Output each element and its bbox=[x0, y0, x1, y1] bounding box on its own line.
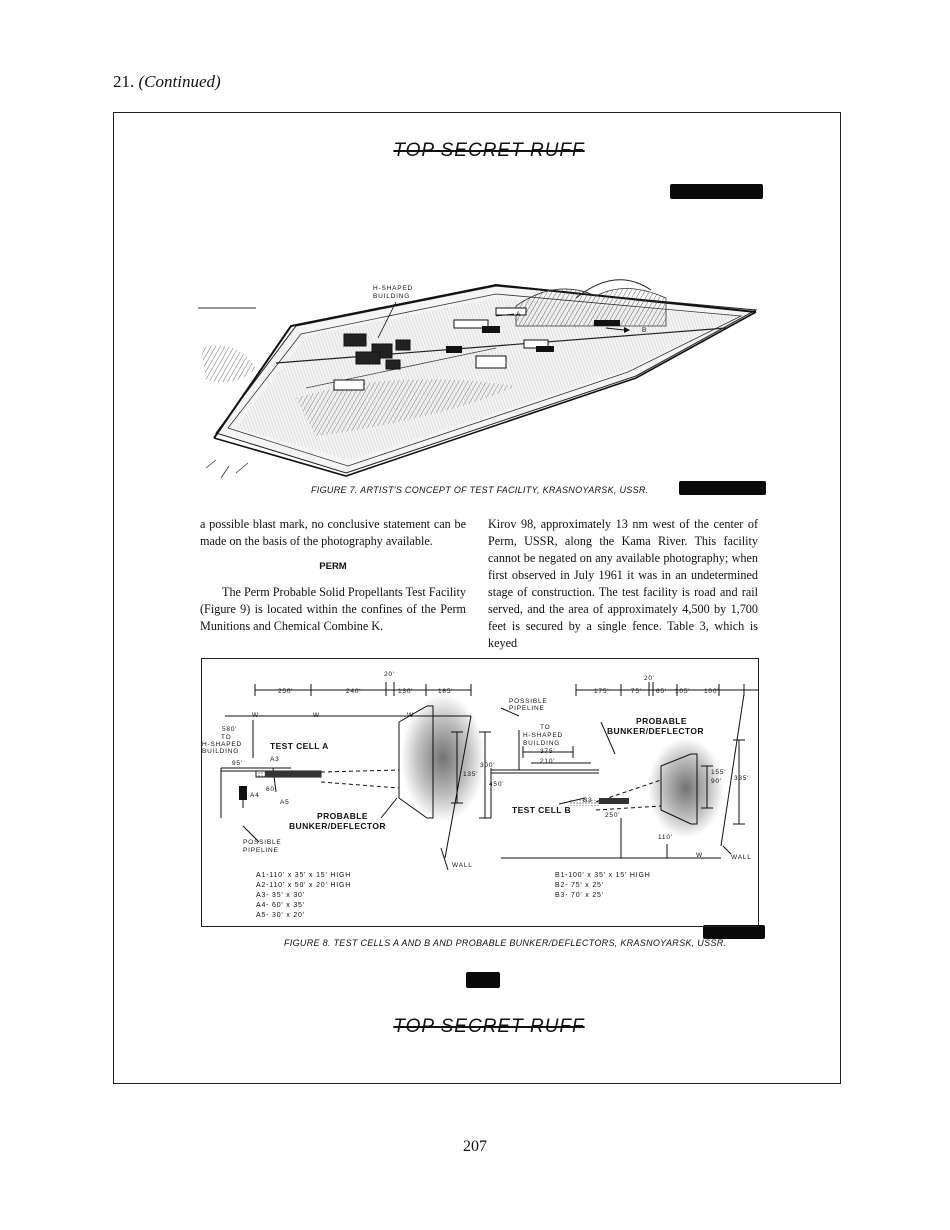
fig8-right-w: W bbox=[696, 852, 703, 859]
fig8-left-dim-130: 130' bbox=[398, 688, 414, 695]
legend-b2: B2- 75' x 25' bbox=[555, 882, 604, 889]
fig8-left-dim-580: 580' bbox=[222, 726, 238, 733]
legend-a5: A5- 30' x 20' bbox=[256, 912, 305, 919]
section-number: 21. bbox=[113, 72, 135, 91]
fig8-b3: B3 bbox=[583, 797, 593, 804]
figure7-label-b: B bbox=[642, 327, 648, 334]
fig8-right-to: TO bbox=[540, 724, 551, 731]
subheading-perm: PERM bbox=[319, 561, 347, 572]
figure8-caption: FIGURE 8. TEST CELLS A AND B AND PROBABLE BUNKER/DEFLECTORS, KRASNOYARSK, USSR. bbox=[284, 938, 727, 948]
fig8-right-h-shaped: H-SHAPED bbox=[523, 732, 563, 739]
fig8-right-dim-110: 110' bbox=[658, 834, 673, 841]
fig8-left-probable: PROBABLE bbox=[317, 811, 368, 821]
fig8-left-building: BUILDING bbox=[202, 748, 240, 755]
section-heading bbox=[113, 72, 221, 92]
figure7-h-line1: H-SHAPED bbox=[373, 285, 413, 292]
fig8-left-dim-250: 250' bbox=[278, 688, 294, 695]
figure7-label-a: A bbox=[516, 311, 522, 318]
fig8-right-dim-250: 250' bbox=[605, 812, 621, 819]
fig8-dim-450: 450' bbox=[489, 781, 505, 788]
legend-b3: B3- 70' x 25' bbox=[555, 892, 604, 899]
fig8-right-dim-375: 375' bbox=[540, 748, 556, 755]
fig8-a3: A3 bbox=[270, 756, 280, 763]
fig8-left-w-1: W bbox=[252, 712, 259, 719]
fig8-dim-60: 60' bbox=[266, 786, 277, 793]
fig8-legend-left bbox=[256, 871, 351, 921]
legend-a2: A2-110' x 50' x 20' HIGH bbox=[256, 882, 352, 889]
fig8-a4: A4 bbox=[250, 792, 260, 799]
fig8-right-probable: PROBABLE bbox=[636, 716, 687, 726]
text-column-left bbox=[200, 516, 466, 635]
fig8-test-cell-b: TEST CELL B bbox=[512, 805, 572, 815]
fig8-left-wall: WALL bbox=[452, 862, 473, 869]
classification-top: TOP SECRET RUFF bbox=[393, 140, 585, 161]
redaction-block-3 bbox=[703, 925, 765, 939]
fig8-left-possible: POSSIBLE bbox=[243, 839, 282, 846]
legend-a4: A4- 60' x 35' bbox=[256, 902, 305, 909]
figure7-h-line2: BUILDING bbox=[373, 293, 411, 300]
figure7-illustration bbox=[196, 268, 776, 488]
fig8-right-pipeline: PIPELINE bbox=[509, 705, 545, 712]
section-continued: (Continued) bbox=[138, 72, 221, 91]
fig8-right-dim-155: 155' bbox=[711, 769, 727, 776]
fig8-left-dim-20: 20' bbox=[384, 671, 395, 678]
fig8-legend-right bbox=[555, 871, 651, 901]
fig8-right-possible: POSSIBLE bbox=[509, 698, 548, 705]
fig8-right-dim-175: 175' bbox=[594, 688, 610, 695]
fig8-right-building: BUILDING bbox=[523, 740, 561, 747]
figure7-caption: FIGURE 7. ARTIST'S CONCEPT OF TEST FACILITY, KRASNOYARSK, USSR. bbox=[311, 485, 649, 495]
fig8-left-dim-240: 240' bbox=[346, 688, 362, 695]
legend-a3: A3- 35' x 30' bbox=[256, 892, 305, 899]
redaction-block-4 bbox=[466, 972, 500, 988]
fig8-left-h-shaped: H-SHAPED bbox=[202, 741, 242, 748]
figure7-h-building-label bbox=[373, 285, 413, 301]
fig8-left-pipeline: PIPELINE bbox=[243, 847, 279, 854]
fig8-right-wall: WALL bbox=[731, 854, 752, 861]
fig8-right-dim-75: 75' bbox=[631, 688, 642, 695]
fig8-dim-95: 95' bbox=[232, 760, 243, 767]
page-number: 207 bbox=[463, 1138, 487, 1155]
fig8-left-dim-185: 185' bbox=[438, 688, 454, 695]
fig8-dim-300: 300' bbox=[480, 762, 496, 769]
paragraph-left-2: The Perm Probable Solid Propellants Test Facility (Figure 9) is located within the confines of the Perm Munitions and Chemical Combine K. bbox=[200, 585, 466, 633]
fig8-dim-135: 135' bbox=[463, 771, 479, 778]
fig8-left-w-3: W bbox=[407, 712, 414, 719]
fig8-left-bunker: BUNKER/DEFLECTOR bbox=[289, 821, 386, 831]
fig8-right-dim-100: 100' bbox=[704, 688, 720, 695]
paragraph-right-1: Kirov 98, approximately 13 nm west of the center of Perm, USSR, along the Kama River. This facility cannot be negated on any available photography; when first observed in July 1961 it was in an undetermined stage of construction. The test facility is road and rail served, and the area of approximately 4,500 by 1,700 feet is secured by a single fence. Table 3, which is keyed bbox=[488, 517, 758, 650]
legend-b1: B1-100' x 35' x 15' HIGH bbox=[555, 872, 651, 879]
fig8-right-dim-210: 210' bbox=[540, 758, 556, 765]
paragraph-left-1: a possible blast mark, no conclusive statement can be made on the basis of the photography available. bbox=[200, 517, 466, 548]
redaction-block-1 bbox=[670, 184, 763, 199]
fig8-right-dim-20: 20' bbox=[644, 675, 655, 682]
legend-a1: A1-110' x 35' x 15' HIGH bbox=[256, 872, 352, 879]
classification-bottom: TOP SECRET RUFF bbox=[393, 1016, 585, 1037]
fig8-left-w-2: W bbox=[313, 712, 320, 719]
fig8-right-dim-335: 335' bbox=[734, 775, 750, 782]
fig8-right-dim-105: 105' bbox=[675, 688, 691, 695]
fig8-right-bunker: BUNKER/DEFLECTOR bbox=[607, 726, 704, 736]
fig8-right-dim-65: 65' bbox=[656, 688, 667, 695]
fig8-left-to: TO bbox=[221, 734, 232, 741]
fig8-test-cell-a: TEST CELL A bbox=[270, 741, 329, 751]
text-column-right bbox=[488, 516, 758, 652]
fig8-a5: A5 bbox=[280, 799, 290, 806]
fig8-right-dim-90: 90' bbox=[711, 778, 722, 785]
